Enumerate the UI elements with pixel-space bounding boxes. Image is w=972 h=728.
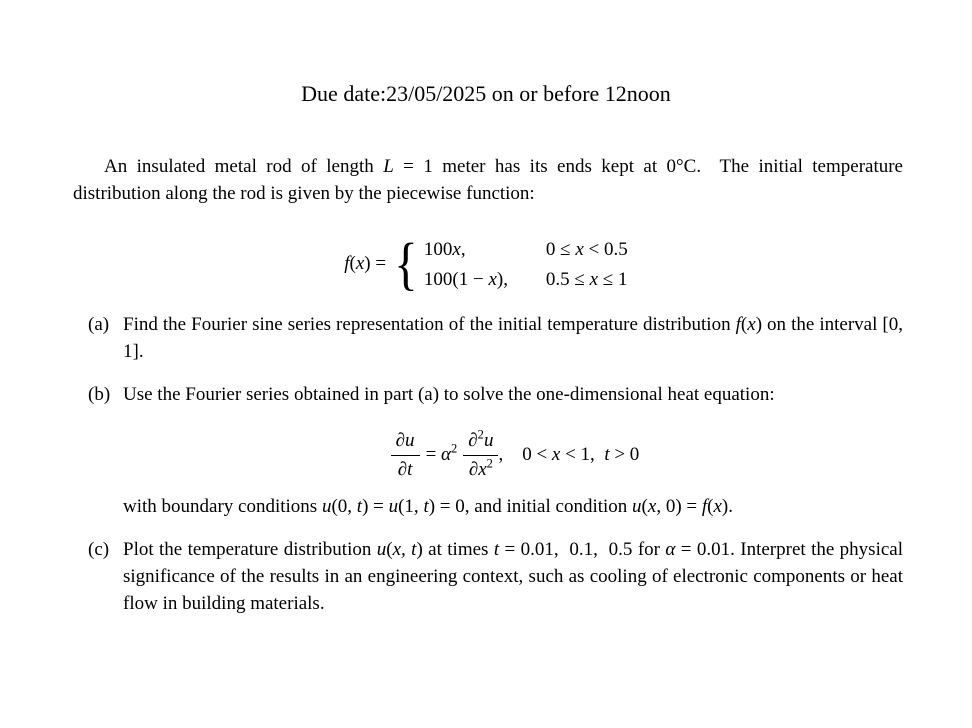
case-2-condition: 0.5 ≤ x ≤ 1 xyxy=(545,268,628,290)
case-row-2 xyxy=(424,268,628,291)
item-b-label: (b) xyxy=(88,384,111,405)
case-1-condition: 0 ≤ x < 0.5 xyxy=(545,238,628,260)
item-a-text: Find the Fourier sine series representation of the initial temperature distribution f(x) on the interval [0, 1]. xyxy=(123,314,903,362)
d2udx2-denominator: $\partial x^2$ xyxy=(468,456,493,480)
item-a-label: (a) xyxy=(88,314,110,335)
equals-alpha-squared: = $\alpha^2$ xyxy=(425,441,458,465)
piecewise-equation xyxy=(0,228,972,300)
intro-paragraph: An insulated metal rod of length L = 1 meter has its ends kept at 0°C. The initial temperature distribution along the rod is given by the piecewise function: xyxy=(73,156,903,204)
case-row-1 xyxy=(424,238,628,261)
domain-condition: , 0 < x < 1, t > 0 xyxy=(498,444,640,465)
item-c xyxy=(73,536,903,617)
d2udx2-numerator: ∂$^2$u xyxy=(463,430,498,456)
item-b xyxy=(73,381,903,408)
cases-rows xyxy=(424,238,628,291)
dudt-denominator: ∂t xyxy=(397,458,413,480)
item-c-label: (c) xyxy=(88,539,110,560)
heat-equation xyxy=(29,424,972,486)
cases-brace: { xyxy=(394,231,418,296)
item-b-text: Use the Fourier series obtained in part (a) to solve the one-dimensional heat equation: xyxy=(123,384,775,405)
case-1-expression: 100x, xyxy=(423,238,466,260)
boundary-conditions-text: with boundary conditions u(0, t) = u(1, t) = 0, and initial condition u(x, 0) = f(x). xyxy=(123,496,733,517)
item-c-text: Plot the temperature distribution u(x, t) at times t = 0.01, 0.1, 0.5 for α = 0.01. Interpret the physical significance of the results in an engineering context, such as cooling of electronic components or heat flow in building materials. xyxy=(123,539,903,614)
piecewise-lhs: f(x) = xyxy=(344,253,387,274)
due-date-title: Due date:23/05/2025 on or before 12noon xyxy=(301,81,671,106)
case-2-expression: 100(1 − x), xyxy=(423,268,508,290)
item-a xyxy=(73,311,903,365)
boundary-conditions-line xyxy=(73,493,903,520)
dudt-fraction xyxy=(391,430,420,481)
dudt-numerator: ∂u xyxy=(391,430,420,456)
d2udx2-fraction xyxy=(463,427,498,481)
